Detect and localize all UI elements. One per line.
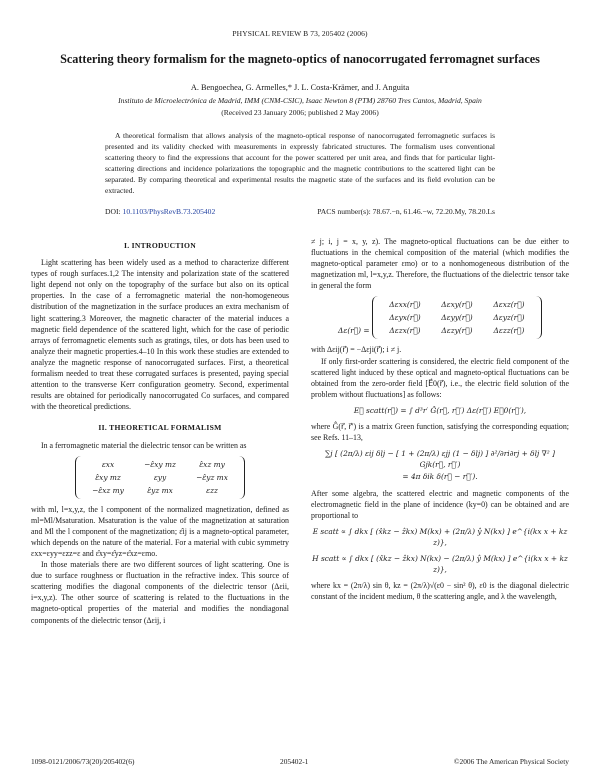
matrix-cell: εyy: [153, 472, 167, 482]
matrix-row: [379, 311, 535, 324]
dielectric-tensor-matrix: [75, 456, 245, 499]
page-footer: [31, 757, 569, 766]
matrix-cell: ε̂yz mx: [147, 485, 173, 495]
footer-copyright: ©2006 The American Physical Society: [453, 757, 569, 766]
right-column: [311, 236, 569, 602]
matrix-cell: Δεxy(r⃗): [441, 300, 473, 310]
matrix-row: [82, 458, 238, 471]
matrix-cell: Δεzz(r⃗): [493, 326, 525, 336]
magneto-optical-fluctuations-paragraph: ≠ j; i, j = x, y, z). The magneto-optical fluctuations can be due either to fluctuations in the chemical composition of the material (which modifies the magneto-optical parameter εmo) or to a nonhomogeneous distribution of the magnetization ml, l=x,y,z. Therefore, the fluctuations of the dielectric tensor take in general the form: [311, 237, 569, 291]
footer-issn: 1098-0121/2006/73(20)/205402(6): [31, 757, 135, 766]
doi-line: [105, 207, 215, 216]
antisymmetry-line: with Δεij(r⃗) = −Δεji(r⃗); i ≠ j.: [311, 345, 402, 355]
pacs-numbers: PACS number(s): 78.67.−n, 61.46.−w, 72.20.My, 78.20.Ls: [317, 207, 495, 216]
theory-sources-paragraph: In those materials there are two different sources of light scattering. One is due to surface roughness or fluctuation in the refractive index. This source of scattering modifies the diagonal components of the dielectric tensor (Δεii, i=x,y,z). The other source of scattering is related to the fluctuations in the magneto-optical properties of the material and modifies the nondiagonal components of the dielectric tensor (Δεij, i: [31, 560, 289, 625]
matrix-cell: Δεyz(r⃗): [493, 313, 525, 323]
fluctuation-tensor-equation: [311, 296, 569, 339]
matrix-cell: ε̂xz my: [199, 459, 225, 469]
first-order-paragraph: If only first-order scattering is considered, the electric field component of the scattered light induced by these optical and magneto-optical fluctuations can be obtained from the zero-order field [E⃗0(r⃗), i.e., the electric field solution of the problem without fluctuations] as follows:: [311, 356, 569, 399]
matrix-row: [82, 471, 238, 484]
matrix-cell: Δεxx(r⃗): [389, 300, 421, 310]
fluctuation-tensor-matrix: [372, 296, 542, 339]
received-date: (Received 23 January 2006; published 2 May 2006): [221, 108, 379, 117]
abstract: A theoretical formalism that allows analysis of the magneto-optical response of nanocorrugated ferromagnetic surfaces is presented and its validity checked with measurements in expressly fabricated structures. The formalism uses conventional scattering theory to find the expressions that account for the power scattered per unit area, and finds that for particular light-scattering directions and incidence polarizations the topographic and the magnetic contributions to the scattered light can be separated. By comparing theoretical and experimental results the magnetic state of the surfaces and its field evolution can be extracted.: [105, 131, 495, 196]
scattered-field-equation: E⃗ scatt(r⃗) = ∫ d³r′ Ĝ(r⃗, r⃗′) Δε(r⃗′) E⃗0(r⃗′),: [353, 405, 527, 415]
section-heading-introduction: I. INTRODUCTION: [123, 241, 196, 250]
left-column: [31, 236, 289, 626]
dielectric-tensor-equation: [31, 456, 289, 499]
matrix-cell: Δεxz(r⃗): [493, 300, 525, 310]
matrix-cell: Δεyy(r⃗): [441, 313, 473, 323]
matrix-cell: −ε̂xz my: [92, 485, 124, 495]
doi-link[interactable]: 10.1103/PhysRevB.73.205402: [122, 207, 216, 216]
paper-title: Scattering theory formalism for the magneto-optics of nanocorrugated ferromagnet surfaces: [60, 52, 540, 66]
theory-intro-paragraph: In a ferromagnetic material the dielectric tensor can be written as: [41, 440, 247, 450]
matrix-cell: −ε̂yz mx: [196, 472, 228, 482]
matrix-cell: Δεzx(r⃗): [389, 326, 421, 336]
matrix-cell: Δεyx(r⃗): [389, 313, 421, 323]
authors: A. Bengoechea, G. Armelles,* J. L. Costa-Krämer, and J. Anguita: [190, 83, 410, 92]
intro-paragraph: Light scattering has been widely used as a method to characterize different types of rough surfaces.1,2 The intensity and polarization state of the scattered light depend not only on the topography of the surface but also on its optical properties. In the case of a ferromagnetic material the non-homogeneous distribution of the magnetization in the surface produces an extra mechanism of light scattering.3 Moreover, the magnetic character of the material induces a magnetic field dependence of the scattered light, which for the case of periodic arrays of ferromagnetic elements such as gratings, tiles, or dots has been used to analyze their magnetic properties.4–10 In this work these studies are extended to analyze the magnetic response of nanocorrugated surfaces. First, a theoretical formalism needed to treat these corrugated surfaces is presented, paying special attention to the transverse Kerr configuration geometry. Second, experimental results are obtained for periodically nanocorrugated Co surfaces, and compared with the theoretical predictions.: [31, 258, 289, 412]
section-heading-theory: II. THEORETICAL FORMALISM: [98, 423, 222, 433]
wavevector-definition-paragraph: where kx = (2π/λ) sin θ, kz = (2π/λ)√(ε0 − sin² θ), ε0 is the diagonal dielectric constant of the incident medium, θ the scattering angle, and λ the wavelength,: [311, 581, 569, 602]
green-equation-line-2: = 4π δik δ(r⃗ − r⃗′).: [402, 472, 478, 482]
identifiers: [105, 207, 495, 216]
algebra-paragraph: After some algebra, the scattered electric and magnetic components of the electromagnetic field in the plane of incidence (ky=0) can be obtained and are proportional to: [311, 488, 569, 520]
matrix-cell: ε̂xy mz: [95, 472, 121, 482]
footer-page-number: 205402-1: [280, 757, 309, 766]
delta-epsilon-label: Δε(r⃗) =: [338, 326, 370, 336]
affiliation: Instituto de Microelectrónica de Madrid, IMM (CNM-CSIC), Isaac Newton 8 (PTM) 28760 Tres Cantos, Madrid, Spain: [118, 96, 482, 105]
matrix-cell: εzz: [206, 485, 218, 495]
green-function-paragraph: where Ĝ(r⃗, r⃗′) is a matrix Green function, satisfying the corresponding equation; see Refs. 11–13,: [311, 422, 569, 443]
matrix-cell: −ε̂xy mz: [144, 459, 176, 469]
matrix-cell: εxx: [101, 459, 115, 469]
theory-magnetization-paragraph: with ml, l=x,y,z, the l component of the normalized magnetization, defined as ml=Ml/Msaturation. Msaturation is the value of the magnetization at saturation and Ml the l component of the magnetization; ε̂ij is a magneto-optical parameter, which depends on the nature of the material. For a material with cubic symmetry εxx=εyy=εzz=ε and ε̂xy=ε̂yz=ε̂xz=εmo.: [31, 504, 289, 558]
doi-label: DOI:: [105, 207, 121, 216]
electric-field-equation: E scatt ∝ ∫ dkx [ (x̂kz − ẑkx) M(kx) + (2π/λ) ŷ N(kx) ] e^{i(kx x + kz z)},: [312, 526, 568, 547]
matrix-row: [379, 324, 535, 337]
matrix-row: [82, 484, 238, 497]
green-equation-line-1: ∑j [ (2π/λ) εij δlj − [ 1 + (2π/λ) εjj (1 − δlj) ] ∂²/∂ri∂rj + δlj ∇² ] Gjk(r⃗, r⃗′): [325, 449, 555, 470]
matrix-cell: Δεzy(r⃗): [441, 326, 473, 336]
matrix-row: [379, 298, 535, 311]
magnetic-field-equation: H scatt ∝ ∫ dkx [ (x̂kz − ẑkx) N(kx) − (2π/λ) ŷ M(kx) ] e^{i(kx x + kz z)},: [312, 553, 568, 575]
running-head: PHYSICAL REVIEW B 73, 205402 (2006): [232, 29, 368, 38]
